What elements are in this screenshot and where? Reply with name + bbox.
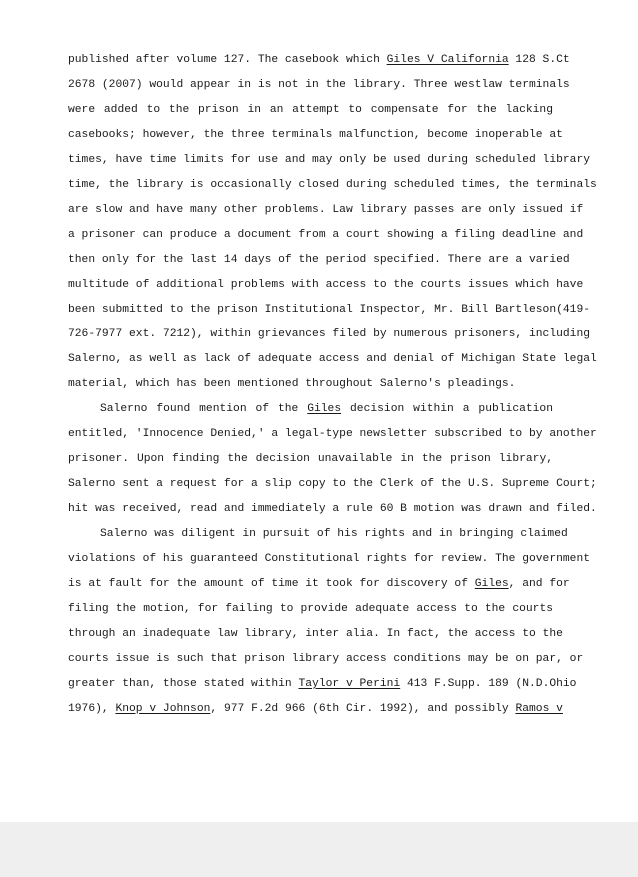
text-run: times, have time limits for use and may only be used during scheduled library [68,153,591,166]
text-run: 128 S.Ct [508,54,570,66]
text-line [68,601,553,617]
text-run: Salerno was diligent in pursuit of his rights and in bringing claimed [100,528,568,540]
text-run: Salerno found mention of the [100,403,308,416]
text-run: published after volume 127. The casebook which [68,54,387,66]
text-run: were added to the prison in an attempt to compensate for the lacking [68,103,553,116]
text-run: casebooks; however, the three terminals malfunction, become inoperable at [68,128,563,141]
text-run: material, which has been mentioned throughout Salerno's pleadings. [68,378,516,391]
text-line [68,152,591,168]
text-line [68,302,591,318]
text-line [68,676,577,692]
text-line [68,252,570,268]
text-line [68,426,597,442]
text-run: is at fault for the amount of time it took for discovery of [68,577,475,590]
text-line [68,77,570,93]
text-run: a prisoner can produce a document from a court showing a filing deadline and [68,228,584,241]
text-line [68,501,597,517]
text-line [100,401,553,417]
case-citation: Giles [474,577,509,590]
case-citation: Knop v Johnson [115,702,211,715]
text-run: greater than, those stated within [68,677,299,690]
text-line [68,376,553,392]
text-line [68,551,591,567]
text-line [68,227,584,243]
scan-margin [0,822,638,877]
case-citation: Giles [307,403,342,416]
text-run: filing the motion, for failing to provide adequate access to the courts [68,602,553,615]
text-run: multitude of additional problems with access to the courts issues which have [68,278,584,291]
text-line [68,127,563,143]
text-run: decision within a publication [341,403,553,416]
text-run: violations of his guaranteed Constitutional rights for review. The government [68,553,591,565]
text-line [68,177,597,193]
case-citation: Giles V California [386,54,509,66]
text-line [68,351,597,367]
text-line [68,626,563,642]
text-run: been submitted to the prison Institutional Inspector, Mr. Bill Bartleson(419- [68,303,591,316]
text-line [68,202,584,218]
text-run: entitled, 'Innocence Denied,' a legal-type newsletter subscribed to by another [68,428,597,441]
text-run: , 977 F.2d 966 (6th Cir. 1992), and possibly [210,702,516,715]
text-run: hit was received, read and immediately a rule 60 B motion was drawn and filed. [68,503,597,516]
text-line [68,651,584,667]
text-run: 1976), [68,702,116,715]
text-line [68,476,597,492]
text-run: prisoner. Upon finding the decision unavailable in the prison library, [68,453,553,466]
text-line [68,576,570,592]
text-run: then only for the last 14 days of the period specified. There are a varied [68,253,570,266]
text-line [68,326,591,342]
text-run: time, the library is occasionally closed during scheduled times, the terminals [68,178,597,191]
text-run: through an inadequate law library, inter alia. In fact, the access to the [68,627,563,640]
text-run: 726-7977 ext. 7212), within grievances filed by numerous prisoners, including [68,328,591,341]
text-line [68,701,563,717]
text-run: Salerno, as well as lack of adequate access and denial of Michigan State legal [68,353,597,366]
text-run: are slow and have many other problems. Law library passes are only issued if [68,203,584,216]
text-run: 413 F.Supp. 189 (N.D.Ohio [400,677,577,690]
text-line [100,526,568,542]
text-run: , and for [508,577,570,590]
text-line [68,277,584,293]
text-line [68,52,570,68]
text-line [68,451,553,467]
text-line [68,102,553,118]
text-run: 2678 (2007) would appear in is not in the library. Three westlaw terminals [68,79,570,91]
text-run: Salerno sent a request for a slip copy to the Clerk of the U.S. Supreme Court; [68,478,597,491]
text-run: courts issue is such that prison library access conditions may be on par, or [68,652,584,665]
case-citation: Taylor v Perini [298,677,401,690]
case-citation: Ramos v [515,702,563,715]
